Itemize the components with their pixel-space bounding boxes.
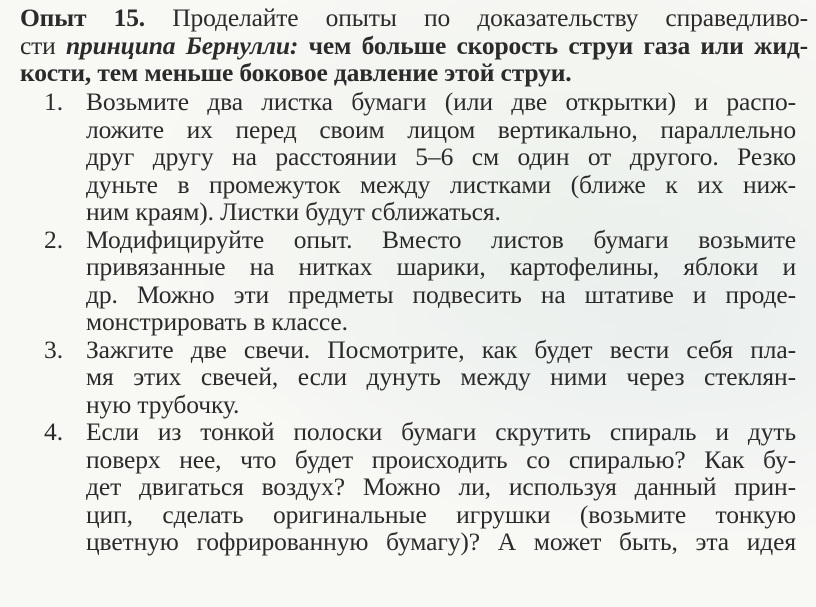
text-line: Если из тонкой полоски бумаги скрутить спираль и дуть	[86, 417, 796, 446]
text-line: ложите их перед своим лицом вертикально, параллельно	[86, 114, 796, 144]
step-text	[86, 226, 796, 336]
list-item	[0, 418, 816, 556]
list-item	[0, 88, 816, 226]
text-line: Модифицируйте опыт. Вместо листов бумаги возьмите	[86, 224, 796, 254]
text-line: Зажгите две свечи. Посмотрите, как будет вести себя пла-	[86, 334, 796, 364]
step-text	[86, 418, 796, 556]
intro-line-2	[20, 32, 808, 60]
list-item	[0, 226, 816, 336]
text-line: друг другу на расстоянии 5–6 см один от другого. Резко	[86, 142, 796, 171]
intro-line-2-start: сти	[20, 30, 56, 60]
text-line: поверх нее, что будет происходить со спиралью? Как бу-	[86, 444, 796, 474]
text-line: цветную гофрированную бумагу)? А может быть, эта идея	[86, 527, 796, 556]
experiment-intro	[20, 4, 808, 87]
step-number: 2.	[44, 224, 64, 254]
step-text	[86, 88, 796, 226]
text-line: монстрировать в классе.	[86, 307, 348, 336]
experiment-steps-list	[0, 88, 816, 556]
text-line: ную трубочку.	[86, 389, 240, 419]
intro-line-1-text: Проделайте опыты по доказательству справедливо-	[172, 3, 808, 32]
list-item	[0, 336, 816, 419]
step-text	[86, 336, 796, 419]
experiment-heading: Опыт 15.	[20, 3, 146, 32]
step-number: 3.	[44, 334, 64, 364]
text-line: дет двигаться воздух? Можно ли, используя данный прин-	[86, 472, 796, 501]
intro-line-2-text: чем больше скорость струи газа или жид-	[308, 30, 808, 60]
step-number: 1.	[44, 87, 64, 116]
text-line: дуньте в промежуток между листками (ближе к их ниж-	[86, 169, 796, 199]
text-line: мя этих свечей, если дунуть между ними через стеклян-	[86, 362, 796, 391]
text-line: ним краям). Листки будут сближаться.	[86, 197, 501, 226]
text-line: привязанные на нитках шарики, картофелины, яблоки и	[86, 252, 796, 281]
text-line: др. Можно эти предметы подвесить на штативе и проде-	[86, 279, 796, 309]
text-line: цип, сделать оригинальные игрушки (возьмите тонкую	[86, 499, 796, 529]
intro-line-3: кости, тем меньше боковое давление этой струи.	[20, 58, 572, 87]
step-number: 4.	[44, 417, 64, 446]
intro-line-1	[20, 4, 808, 32]
bernoulli-principle: принципа Бернулли:	[66, 30, 299, 60]
text-line: Возьмите два листка бумаги (или две открытки) и распо-	[86, 87, 796, 116]
